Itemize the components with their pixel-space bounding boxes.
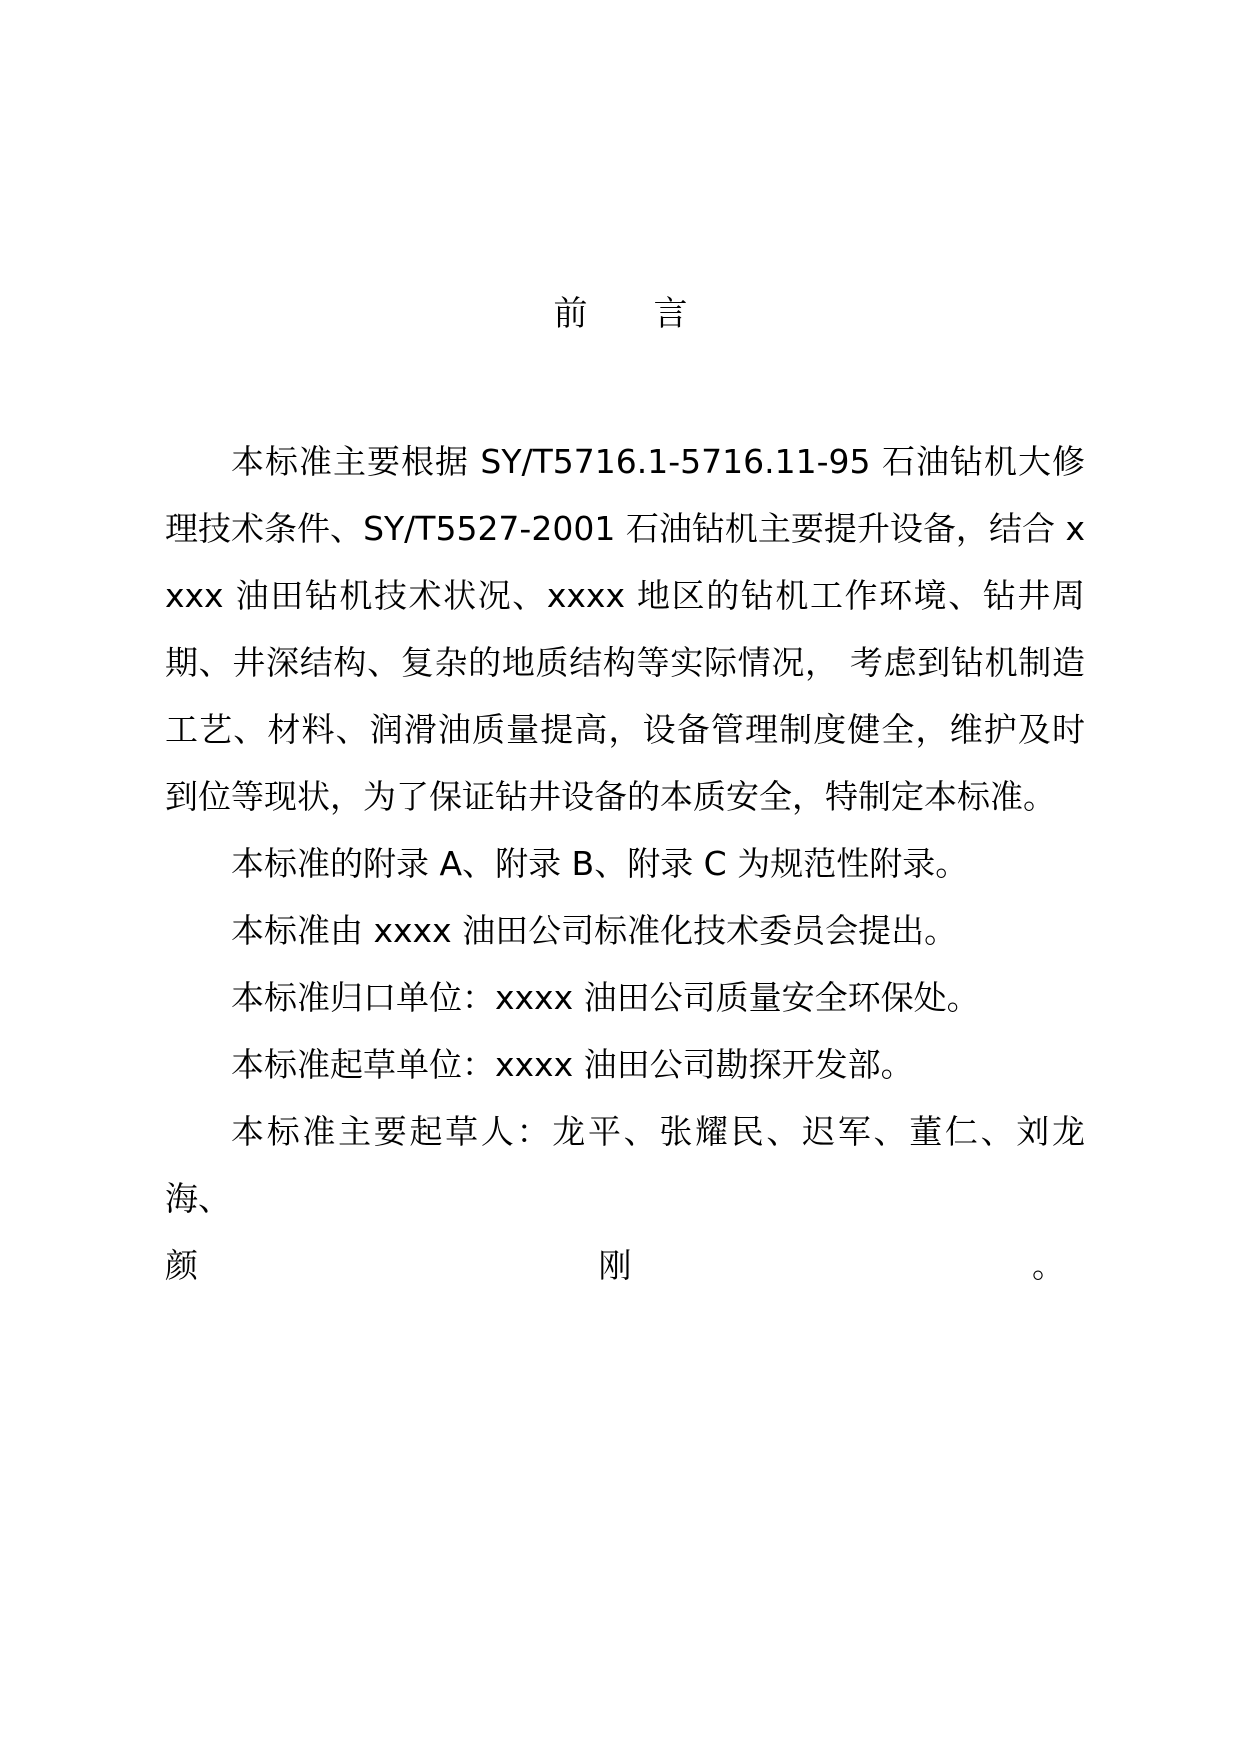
drafter-name-part-2: 刚 — [598, 1246, 632, 1285]
paragraph-responsible-unit: 本标准归口单位：xxxx 油田公司质量安全环保处。 — [231, 978, 980, 1017]
drafter-name-part-1: 颜 — [165, 1246, 198, 1285]
paragraph-drafting-unit: 本标准起草单位：xxxx 油田公司勘探开发部。 — [231, 1045, 914, 1084]
paragraph-proposer: 本标准由 xxxx 油田公司标准化技术委员会提出。 — [231, 911, 958, 950]
document-body — [165, 428, 1085, 1299]
drafters-continuation-line — [165, 1232, 1065, 1299]
title-char-2: 言 — [653, 294, 688, 334]
final-period: 。 — [1032, 1246, 1065, 1285]
page-title — [0, 292, 1241, 336]
paragraph-drafters: 本标准主要起草人：龙平、张耀民、迟军、董仁、刘龙海、 — [165, 1112, 1085, 1218]
title-char-1: 前 — [553, 294, 588, 334]
paragraph-appendix: 本标准的附录 A、附录 B、附录 C 为规范性附录。 — [231, 844, 969, 883]
paragraph-basis: 本标准主要根据 SY/T5716.1-5716.11-95 石油钻机大修理技术条件、SY/T5527-2001 石油钻机主要提升设备，结合 xxxx 油田钻机技术状况、xxxx 地区的钻机工作环境、钻井周期、井深结构、复杂的地质结构等实际情况， 考虑到钻机制造工艺、材料、润滑油质量提高，设备管理制度健全，维护及时到位等现状，为了保证钻井设备的本质安全，特制定本标准。 — [165, 442, 1085, 816]
